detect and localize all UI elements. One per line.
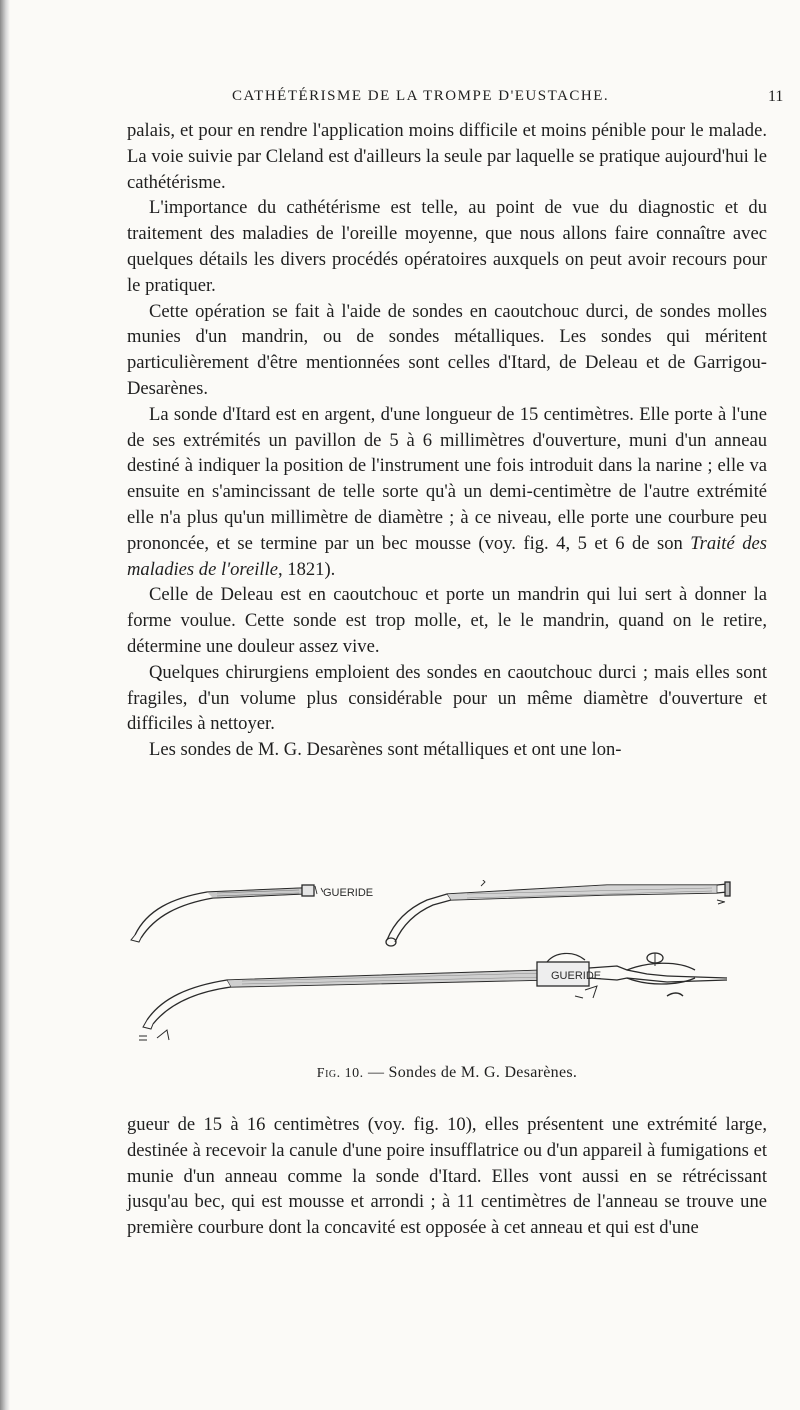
body-text-bottom xyxy=(127,1112,767,1241)
body-text-top xyxy=(127,118,767,763)
figure-label-top: GUERIDE xyxy=(323,887,374,899)
catheter-bottom xyxy=(139,953,727,1040)
paragraph-text: , 1821). xyxy=(277,558,336,580)
paragraph-text: La sonde d'Itard est en argent, d'une longueur de 15 centimètres. Elle porte à l'une de ses extrémités un pavillon de 5 à 6 millimètres d'ouverture, muni d'un anneau destiné à indiquer la position de l'instrument une fois introduit dans la narine ; elle va ensuite en s'amincissant de telle sorte qu'à un demi-centimètre de l'autre extrémité elle n'a plus qu'un millimètre de diamètre ; à ce niveau, elle porte une courbure peu prononcée, et se termine par un bec mousse (voy. fig. 4, 5 et 6 de son xyxy=(127,403,767,554)
figure-label-bottom: GUERIDE xyxy=(551,970,602,982)
page-number: 11 xyxy=(768,88,784,105)
paragraph: Les sondes de M. G. Desarènes sont métalliques et ont une lon- xyxy=(149,739,622,761)
figure-sondes xyxy=(127,880,767,1070)
catheter-illustration xyxy=(127,880,767,1070)
paragraph: gueur de 15 à 16 centimètres (voy. fig. 10), elles présentent une extrémité large, destinée à recevoir la canule d'une poire insufflatrice ou d'un appareil à fumigations et munie d'un anneau comme la sonde d'Itard. Elles vont aussi en se rétrécissant jusqu'au bec, qui est mousse et arrondi ; à 11 centimètres de l'anneau se trouve une première courbure dont la concavité est opposée à cet anneau et qui est d'une xyxy=(127,1114,767,1239)
catheter-top xyxy=(131,880,730,946)
paragraph: Quelques chirurgiens emploient des sondes en caoutchouc durci ; mais elles sont fragiles, d'un volume plus considérable pour un même diamètre d'ouverture et difficiles à nettoyer. xyxy=(127,661,767,735)
page-header xyxy=(0,88,800,112)
figure-caption-text: — Sondes de M. G. Desarènes. xyxy=(363,1064,578,1081)
figure-number: Fig. 10. xyxy=(316,1066,364,1081)
paragraph: Celle de Deleau est en caoutchouc et porte un mandrin qui lui sert à donner la forme voulue. Cette sonde est trop molle, et, le le mandrin, quand on le retire, détermine une douleur assez vive. xyxy=(127,584,767,657)
paragraph: Cette opération se fait à l'aide de sondes en caoutchouc durci, de sondes molles munies d'un mandrin, ou de sondes métalliques. Les sondes qui méritent particulièrement d'être mentionnées sont celles d'Itard, de Deleau et de Garrigou-Desarènes. xyxy=(127,300,767,399)
paragraph: L'importance du cathétérisme est telle, au point de vue du diagnostic et du traitement des maladies de l'oreille moyenne, que nous allons faire connaître avec quelques détails les divers procédés opératoires auxquels on peut avoir recours pour le pratiquer. xyxy=(127,197,767,296)
paragraph xyxy=(127,402,767,583)
paragraph: palais, et pour en rendre l'application moins difficile et moins pénible pour le malade. La voie suivie par Cleland est d'ailleurs la seule par laquelle se pratique aujourd'hui le cathétérisme. xyxy=(127,120,767,193)
page-spine-shadow xyxy=(0,0,10,1410)
book-title: Traité des maladies de l'oreille xyxy=(127,532,767,580)
figure-caption xyxy=(127,1064,767,1082)
running-title: CATHÉTÉRISME DE LA TROMPE D'EUSTACHE. xyxy=(232,88,610,104)
